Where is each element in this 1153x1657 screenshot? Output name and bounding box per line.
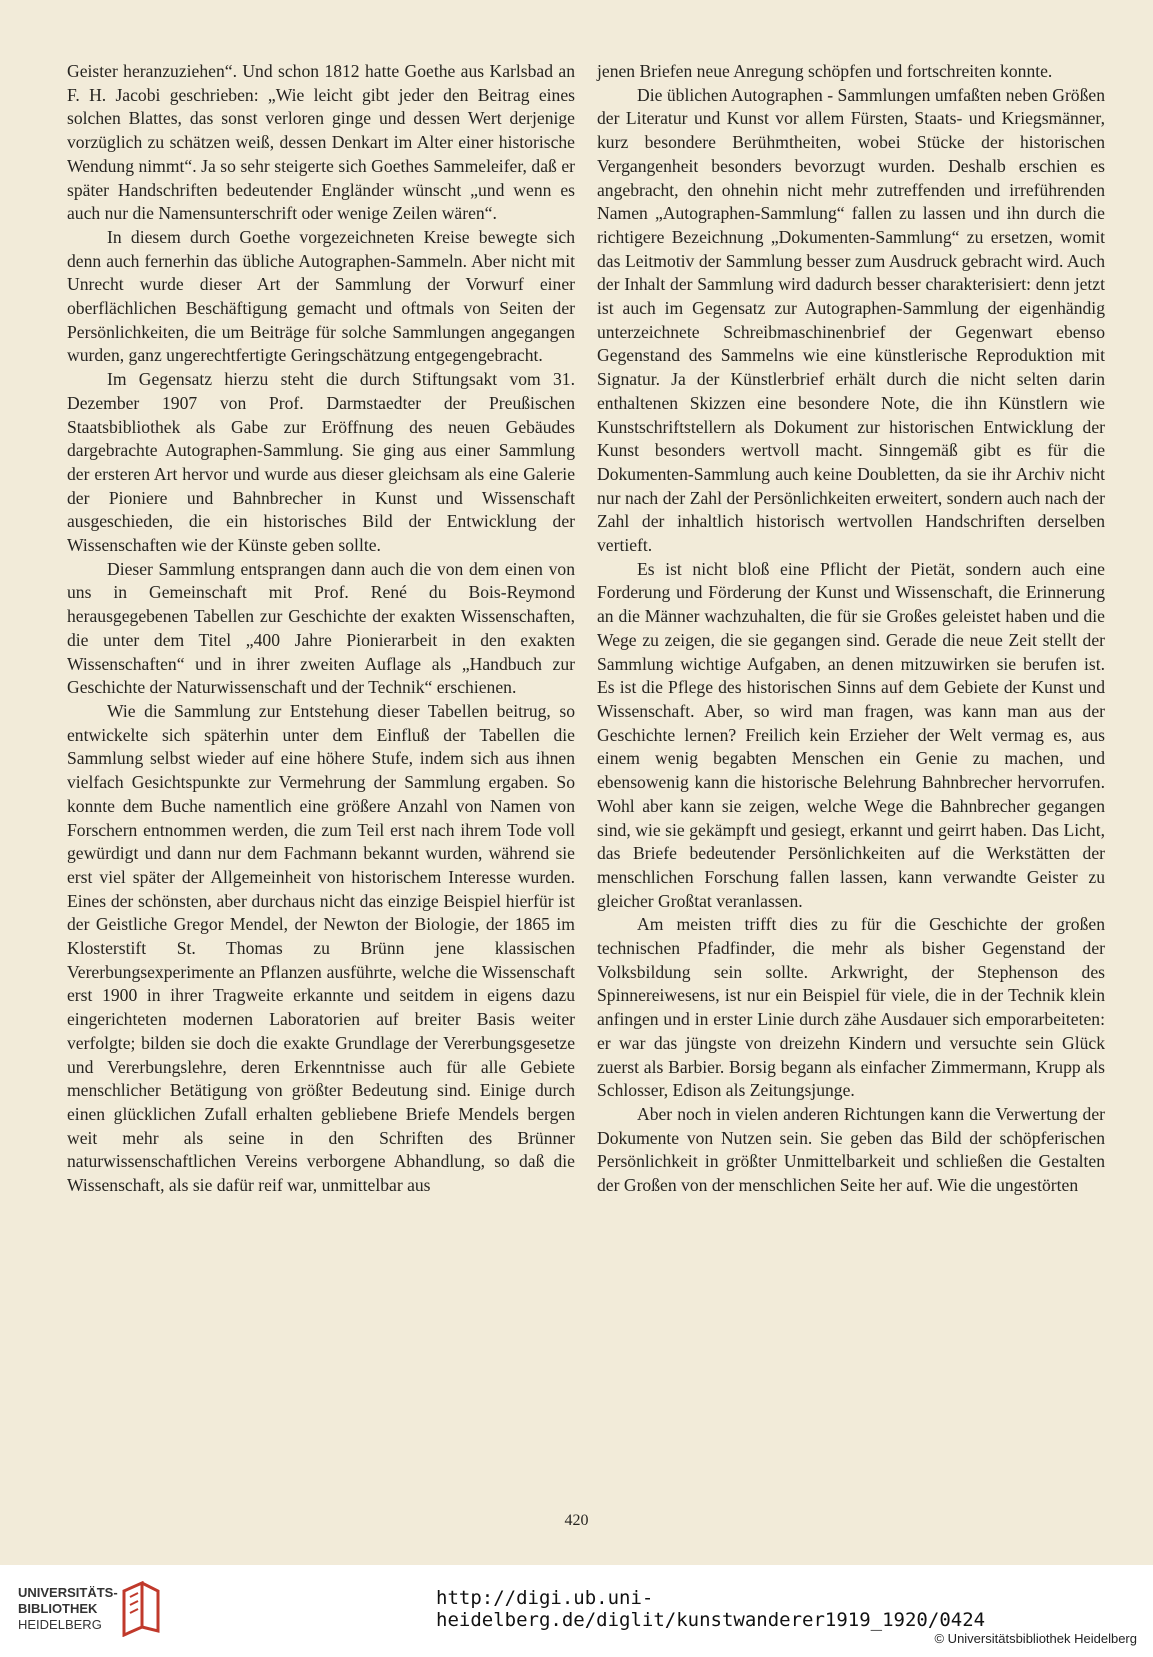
paragraph: Wie die Sammlung zur Entstehung dieser Tabellen beitrug, so entwickelte sich späterhin unter dem Einfluß der Tabellen die Sammlung selbst wieder auf eine höhere Stufe, indem sich aus ihnen vielfach Gesichtspunkte zur Vermehrung der Sammlung ergaben. So konnte dem Buche namentlich eine größere Anzahl von Namen von Forschern entnommen werden, die zum Teil erst nach ihrem Tode voll gewürdigt und dann nur dem Fachmann bekannt wurden, während sie erst viel später der Allgemeinheit von historischem Interesse wurden. Eines der schönsten, aber durchaus nicht das einzige Beispiel hierfür ist der Geistliche Gregor Mendel, der Newton der Biologie, der 1865 im Klosterstift St. Thomas zu Brünn jene klassischen Vererbungsexperimente an Pflanzen ausführte, welche die Wissenschaft erst 1900 in ihrer Tragweite erkannte und seitdem in eigens dazu eingerichteten modernen Laboratorien auf breiter Basis weiter verfolgte; bilden sie doch die exakte Grundlage der Vererbungsgesetze und Vererbungslehre, deren Erkenntnisse auch für alle Gebiete menschlicher Betätigung von größter Bedeutung sind. Einige durch einen glücklichen Zufall erhalten gebliebene Briefe Mendels bergen weit mehr als seine in den Schriften des Brünner naturwissenschaftlichen Vereins verborgene Abhandlung, so daß die Wissenschaft, als sie dafür reif war, unmittelbar aus bbox=[67, 700, 575, 1196]
logo-line-3: HEIDELBERG bbox=[18, 1617, 102, 1632]
paragraph: jenen Briefen neue Anregung schöpfen und fortschreiten konnte. bbox=[597, 61, 1053, 81]
paragraph: Geister heranzuziehen“. Und schon 1812 hatte Goethe aus Karlsbad an F. H. Jacobi geschrieben: „Wie leicht gibt jeder den Beitrag eines solchen Blattes, das sonst verloren ginge und dessen Wert derjenige vorzüglich zu schätzen weiß, dessen Denkart im Alter einer historische Wendung nimmt“. Ja so sehr steigerte sich Goethes Sammeleifer, daß er später Handschriften bedeutender Engländer wünscht „und wenn es auch nur die Namensunterschrift oder wenige Zeilen wären“. bbox=[67, 61, 575, 224]
paragraph: Es ist nicht bloß eine Pflicht der Pietät, sondern auch eine Forderung und Förderung der Kunst und Wissenschaft, die Erinnerung an die Männer wachzuhalten, die für sie Großes geleistet haben und die Wege zu zeigen, die sie gegangen sind. Gerade die neue Zeit stellt der Sammlung wichtige Aufgaben, an denen mitzuwirken sie berufen ist. Es ist die Pflege des historischen Sinns auf dem Gebiete der Kunst und Wissenschaft. Aber, so wird man fragen, was kann man aus der Geschichte lernen? Freilich kein Erzieher der Welt vermag es, aus einem wenig begabten Menschen ein Genie zu machen, und ebensowenig kann die historische Belehrung Bahnbrecher hervorrufen. Wohl aber kann sie zeigen, welche Wege die Bahnbrecher gegangen sind, wie sie gekämpft und gesiegt, erkannt und geirrt haben. Das Licht, das Briefe bedeutender Persönlichkeiten auf die Werkstätten der menschlichen Forschung fallen lassen, kann verwandte Geister zu gleicher Großtat veranlassen. bbox=[597, 558, 1105, 911]
right-column bbox=[597, 60, 1105, 1198]
footer-bar bbox=[0, 1565, 1153, 1657]
page-number: 420 bbox=[564, 1512, 589, 1529]
paragraph: Am meisten trifft dies zu für die Geschichte der großen technischen Pfadfinder, die mehr als bisher Gegenstand der Volksbildung sein sollte. Arkwright, der Stephenson des Spinnereiwesens, ist nur ein Beispiel für viele, die in der Technik klein anfingen und in erster Linie durch zähe Ausdauer sich emporarbeiteten: er war das jüngste von dreizehn Kindern und versuchte sein Glück zuerst als Barbier. Borsig begann als einfacher Zimmermann, Krupp als Schlosser, Edison als Zeitungsjunge. bbox=[597, 914, 1105, 1101]
paragraph: Die üblichen Autographen - Sammlungen umfaßten neben Größen der Literatur und Kunst vor allem Fürsten, Staats- und Kriegsmänner, kurz besondere Berühmtheiten, wobei Stücke der historischen Vergangenheit besonders bevorzugt wurden. Deshalb erschien es angebracht, den ohnehin nicht mehr zutreffenden und irreführenden Namen „Autographen-Sammlung“ fallen zu lassen und ihn durch die richtigere Bezeichnung „Dokumenten-Sammlung“ zu ersetzen, womit das Leitmotiv der Sammlung besser zum Ausdruck gebracht wird. Auch der Inhalt der Sammlung wird dadurch besser charakterisiert: denn jetzt ist auch im Gegensatz zur Autographen-Sammlung der eigenhändig unterzeichnete Schreibmaschinenbrief der Gegenwart ebenso Gegenstand des Sammelns wie eine künstlerische Reproduktion mit Signatur. Ja der Künstlerbrief erhält durch die nicht selten darin enthaltenen Skizzen eine besondere Note, die ihn Künstlern wie Kunstschriftstellern als Dokument zur historischen Entwicklung der Kunst besonders wertvoll macht. Sinngemäß gibt es für die Dokumenten-Sammlung auch keine Doubletten, da sie ihr Archiv nicht nur nach der Zahl der Persönlichkeiten erweitert, sondern auch nach der Zahl der inhaltlich historisch wertvollen Handschriften derselben vertieft. bbox=[597, 84, 1105, 556]
document-url-link[interactable]: http://digi.ub.uni-heidelberg.de/diglit/kunstwanderer1919_1920/0424 bbox=[436, 1587, 986, 1631]
paragraph: Dieser Sammlung entsprangen dann auch die von dem einen von uns in Gemeinschaft mit Prof. René du Bois-Reymond herausgegebenen Tabellen zur Geschichte der exakten Wissenschaften, die unter dem Titel „400 Jahre Pionierarbeit in den exakten Wissenschaften“ und in ihrer zweiten Auflage als „Handbuch zur Geschichte der Naturwissenschaft und der Technik“ erschienen. bbox=[67, 558, 575, 698]
logo-line-2: BIBLIOTHEK bbox=[18, 1601, 98, 1616]
left-column bbox=[67, 60, 575, 1198]
library-logo[interactable] bbox=[18, 1585, 198, 1645]
logo-line-1: UNIVERSITÄTS- bbox=[18, 1585, 118, 1600]
library-logo-icon bbox=[118, 1581, 162, 1637]
copyright-notice: © Universitätsbibliothek Heidelberg bbox=[934, 1631, 1137, 1646]
paragraph: Aber noch in vielen anderen Richtungen kann die Verwertung der Dokumente von Nutzen sein. Sie geben das Bild der schöpferischen Persönlichkeit in größter Unmittelbarkeit und schließen die Gestalten der Großen von der menschlichen Seite her auf. Wie die ungestörten bbox=[597, 1103, 1105, 1196]
paragraph: Im Gegensatz hierzu steht die durch Stiftungsakt vom 31. Dezember 1907 von Prof. Darmstaedter der Preußischen Staatsbibliothek als Gabe zur Eröffnung des neuen Gebäudes dargebrachte Autographen-Sammlung. Sie ging aus einer Sammlung der ersteren Art hervor und wurde aus dieser gleichsam als eine Galerie der Pioniere und Bahnbrecher in Kunst und Wissenschaft ausgeschieden, die ein historisches Bild der Entwicklung der Wissenschaften wie der Künste geben sollte. bbox=[67, 369, 575, 556]
paragraph: In diesem durch Goethe vorgezeichneten Kreise bewegte sich denn auch fernerhin das übliche Autographen-Sammeln. Aber nicht mit Unrecht wurde dieser Art der Sammlung der Vorwurf einer oberflächlichen Beschäftigung gemacht und oftmals von Seiten der Persönlichkeiten, die um Beiträge für solche Sammlungen angegangen wurden, ganz ungerechtfertigte Geringschätzung entgegengebracht. bbox=[67, 226, 575, 366]
logo-text bbox=[18, 1585, 118, 1633]
